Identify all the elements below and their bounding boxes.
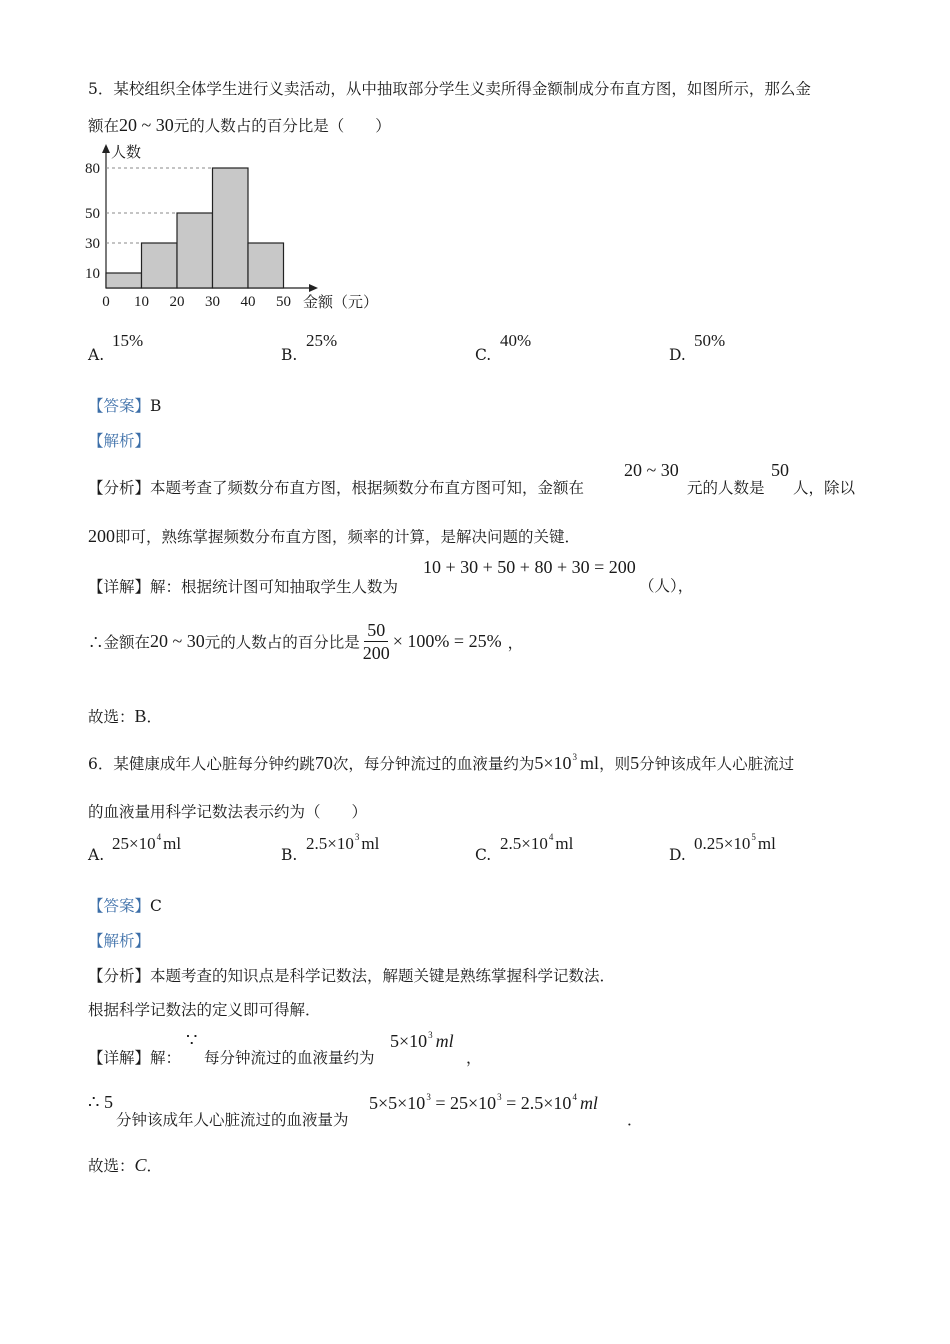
x-tick-label: 50 [276,294,291,310]
q5-fenxi-count: 50 [771,460,789,480]
q6-detail-flow: $5\times 10^3$ ml [390,1030,454,1051]
q5-fenxi-text-b: 元的人数是 [687,479,765,497]
q6-detail-period: ． [627,1111,643,1129]
q5-option-d-letter[interactable]: D. [669,346,686,364]
y-tick-label: 30 [85,236,100,252]
q6-detail-calc: $5\times 5\times 10^3 = 25\times 10^3 = 2.5\times 10^4$ ml [369,1092,598,1113]
x-tick-label: 10 [134,294,149,310]
q5-choose: 故选：B． [88,706,163,726]
y-axis-arrow [102,144,110,153]
q5-detail-line1: 【详解】解：根据统计图可知抽取学生人数为 [88,578,399,596]
q5-option-a-letter[interactable]: A. [88,346,105,364]
q5-option-a-value: 15% [112,331,144,350]
y-tick-label: 50 [85,206,100,222]
bar-40-50 [248,243,284,288]
therefore-five: ∴ 5 [88,1092,113,1112]
bar-30-40 [213,168,249,288]
q5-option-c-value: 40% [500,331,532,350]
q5-detail-sum: 10 + 30 + 50 + 80 + 30 = 200 [423,557,636,577]
q5-fenxi-text-c: 人，除以 [793,479,856,497]
q6-option-a-letter[interactable]: A. [88,846,105,864]
x-axis-arrow [309,284,318,292]
q6-fenxi-line2: 根据科学记数法的定义即可得解． [88,1001,321,1019]
q6-stem-line2: 的血液量用科学记数法表示约为（ ） [88,803,368,821]
q6-detail-line2: 分钟该成年人心脏流过的血液量为 [116,1111,349,1129]
q5-stem-line2: 额在20 ~ 30元的人数占的百分比是（ ） [88,115,391,135]
q6-option-d-value: $0.25\times 10^5$ ml [694,832,776,853]
bar-20-30 [177,213,213,288]
x-tick-label: 40 [240,294,256,310]
q6-detail-comma: ， [466,1049,482,1067]
q6-choose: 故选：C． [88,1155,163,1175]
q5-fenxi-line2: 200即可，熟练掌握频数分布直方图，频率的计算，是解决问题的关键． [88,526,581,546]
q6-fenxi-line1: 【分析】本题考查的知识点是科学记数法，解题关键是熟练掌握科学记数法． [88,967,616,985]
x-tick-label: 0 [102,294,110,310]
y-axis-label: 人数 [111,143,142,161]
q5-fenxi-range: 20 ~ 30 [624,460,679,480]
histogram-chart [80,140,390,320]
q6-stem-line1: 6．某健康成年人心脏每分钟约跳70次，每分钟流过的血液量约为$5\times 10^3$ ml，则5分钟该成年人心脏流过 [88,752,795,773]
q6-option-a-value: $25\times 10^4$ ml [112,832,182,853]
bar-10-20 [142,243,178,288]
q6-detail-line1: 【详解】解： [88,1049,182,1067]
q5-analysis-tag: 【解析】 [88,432,151,450]
q6-option-b-value: $2.5\times 10^3$ ml [306,832,380,853]
q6-option-c-letter[interactable]: C. [475,846,492,864]
bar-0-10 [106,273,142,288]
q5-option-d-value: 50% [694,331,726,350]
q5-stem-line1: 5．某校组织全体学生进行义卖活动，从中抽取部分学生义卖所得金额制成分布直方图，如图所示，那么金 [88,80,811,98]
percent-fraction: $\frac{50}{200}$ [362,620,390,663]
q6-answer: 【答案】C [88,897,162,915]
y-tick-label: 80 [85,161,100,177]
q5-fenxi-line1: 【分析】本题考查了频数分布直方图，根据频数分布直方图可知，金额在 [88,479,585,497]
q6-option-b-letter[interactable]: B. [281,846,298,864]
q5-option-c-letter[interactable]: C. [475,346,492,364]
q5-detail-unit: （人）， [639,577,694,595]
q6-detail-text: 每分钟流过的血液量约为 [204,1049,375,1067]
x-axis-label: 金额（元） [303,293,379,311]
because-symbol: ∵ [186,1030,198,1050]
q5-answer: 【答案】B [88,397,162,415]
x-tick-label: 20 [169,294,185,310]
q5-detail-line2: ∴金额在20 ~ 30元的人数占的百分比是 $\frac{50}{200}$ × 100% = 25% ， [88,620,524,663]
q5-option-b-value: 25% [306,331,338,350]
y-tick-label: 10 [85,266,100,282]
q6-analysis-tag: 【解析】 [88,932,151,950]
q5-option-b-letter[interactable]: B. [281,346,298,364]
q6-option-d-letter[interactable]: D. [669,846,686,864]
x-tick-label: 30 [205,294,220,310]
q6-option-c-value: $2.5\times 10^4$ ml [500,832,574,853]
